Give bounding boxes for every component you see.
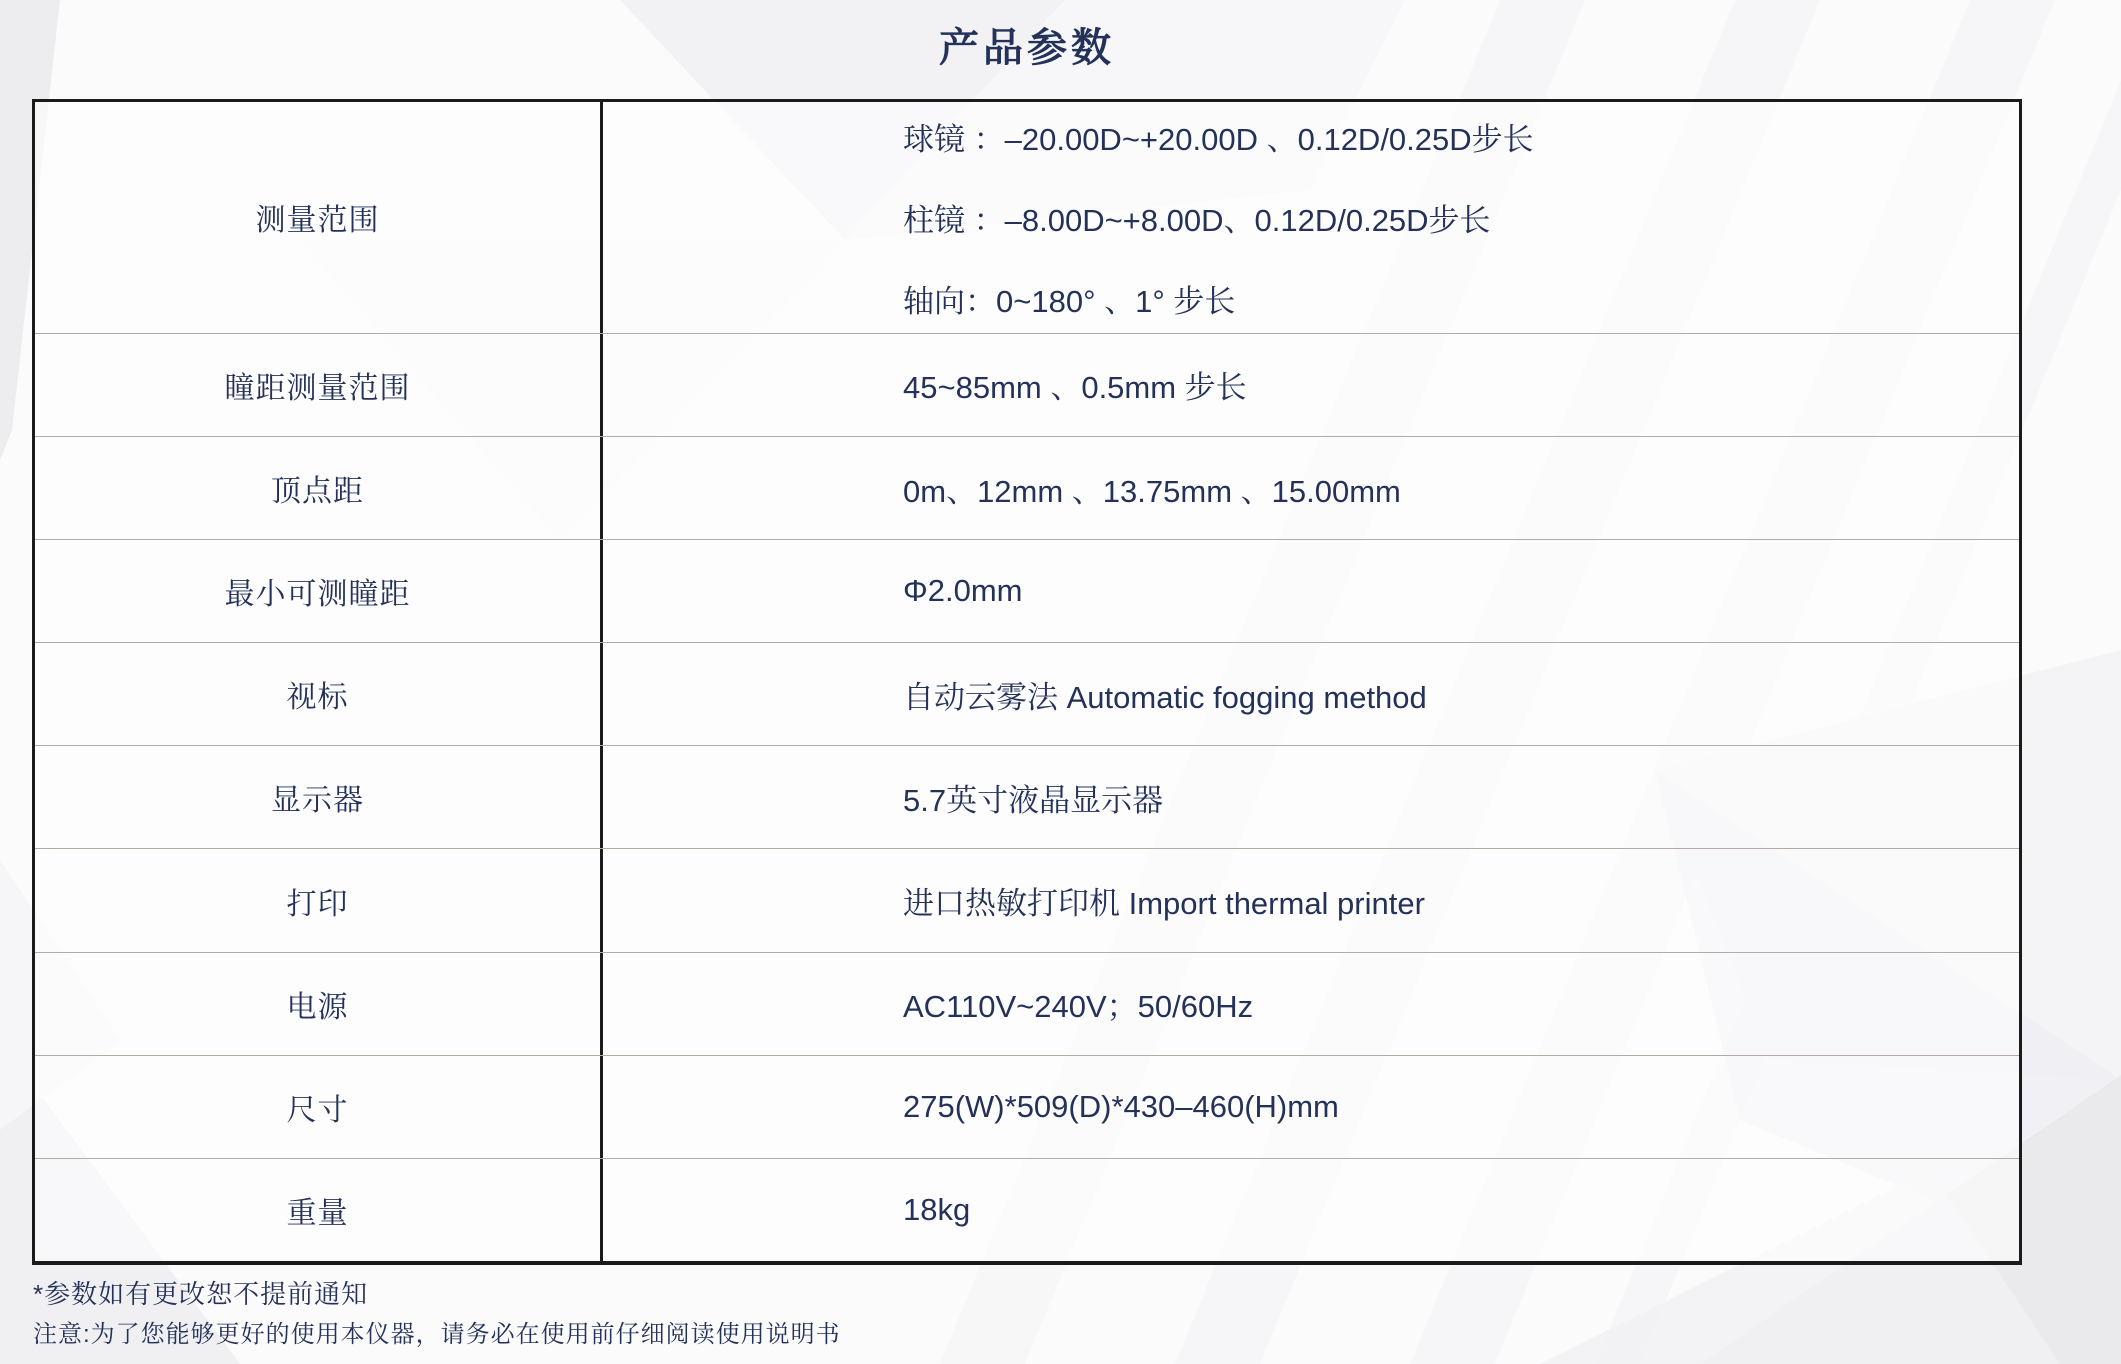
spec-value-line: 275(W)*509(D)*430–460(H)mm [903, 1088, 1339, 1124]
spec-label: 顶点距 [35, 437, 603, 539]
table-row [35, 849, 2019, 952]
spec-value-line: 18kg [903, 1191, 971, 1227]
spec-label: 显示器 [35, 746, 603, 848]
spec-label: 测量范围 [35, 102, 603, 333]
spec-value [603, 953, 2019, 1055]
spec-value-line: 45~85mm 、0.5mm 步长 [903, 370, 1247, 406]
table-row [35, 1056, 2019, 1159]
spec-value [603, 643, 2019, 745]
spec-value [603, 437, 2019, 539]
spec-label: 尺寸 [35, 1056, 603, 1158]
table-row [35, 334, 2019, 437]
spec-value [603, 102, 2019, 333]
spec-value [603, 1056, 2019, 1158]
spec-value [603, 746, 2019, 848]
spec-value-line: AC110V~240V；50/60Hz [903, 989, 1254, 1025]
spec-value-line: 自动云雾法 Automatic fogging method [903, 679, 1427, 715]
spec-label: 重量 [35, 1159, 603, 1261]
table-row [35, 540, 2019, 643]
table-row [35, 1159, 2019, 1261]
spec-value [603, 540, 2019, 642]
spec-value-line: 0m、12mm 、13.75mm 、15.00mm [903, 473, 1401, 509]
spec-label: 视标 [35, 643, 603, 745]
spec-value-line: Φ2.0mm [903, 573, 1023, 609]
spec-value-line: 进口热敏打印机 Import thermal printer [903, 886, 1425, 921]
spec-value-line: 5.7英寸液晶显示器 [903, 782, 1164, 818]
spec-value-line: 球镜 ：–20.00D~+20.00D 、0.12D/0.25D步长 [903, 121, 1534, 157]
page-title: 产品参数 [939, 26, 1115, 70]
table-row [35, 437, 2019, 540]
spec-value-line: 柱镜 ：–8.00D~+8.00D、0.12D/0.25D步长 [903, 202, 1491, 238]
spec-label: 瞳距测量范围 [35, 334, 603, 436]
footnotes [33, 1274, 841, 1349]
spec-label: 打印 [35, 849, 603, 951]
spec-value [603, 849, 2019, 951]
footnote-change-notice: *参数如有更改恕不提前通知 [33, 1279, 369, 1309]
table-row [35, 746, 2019, 849]
spec-label: 最小可测瞳距 [35, 540, 603, 642]
spec-table [32, 99, 2022, 1265]
footnote-usage-notice: 注意:为了您能够更好的使用本仪器，请务必在使用前仔细阅读使用说明书 [33, 1321, 841, 1348]
spec-label: 电源 [35, 953, 603, 1055]
table-row [35, 953, 2019, 1056]
table-row [35, 643, 2019, 746]
spec-value-line: 轴向：0~180° 、1° 步长 [903, 283, 1236, 319]
spec-value [603, 1159, 2019, 1261]
spec-value [603, 334, 2019, 436]
table-row [35, 102, 2019, 334]
